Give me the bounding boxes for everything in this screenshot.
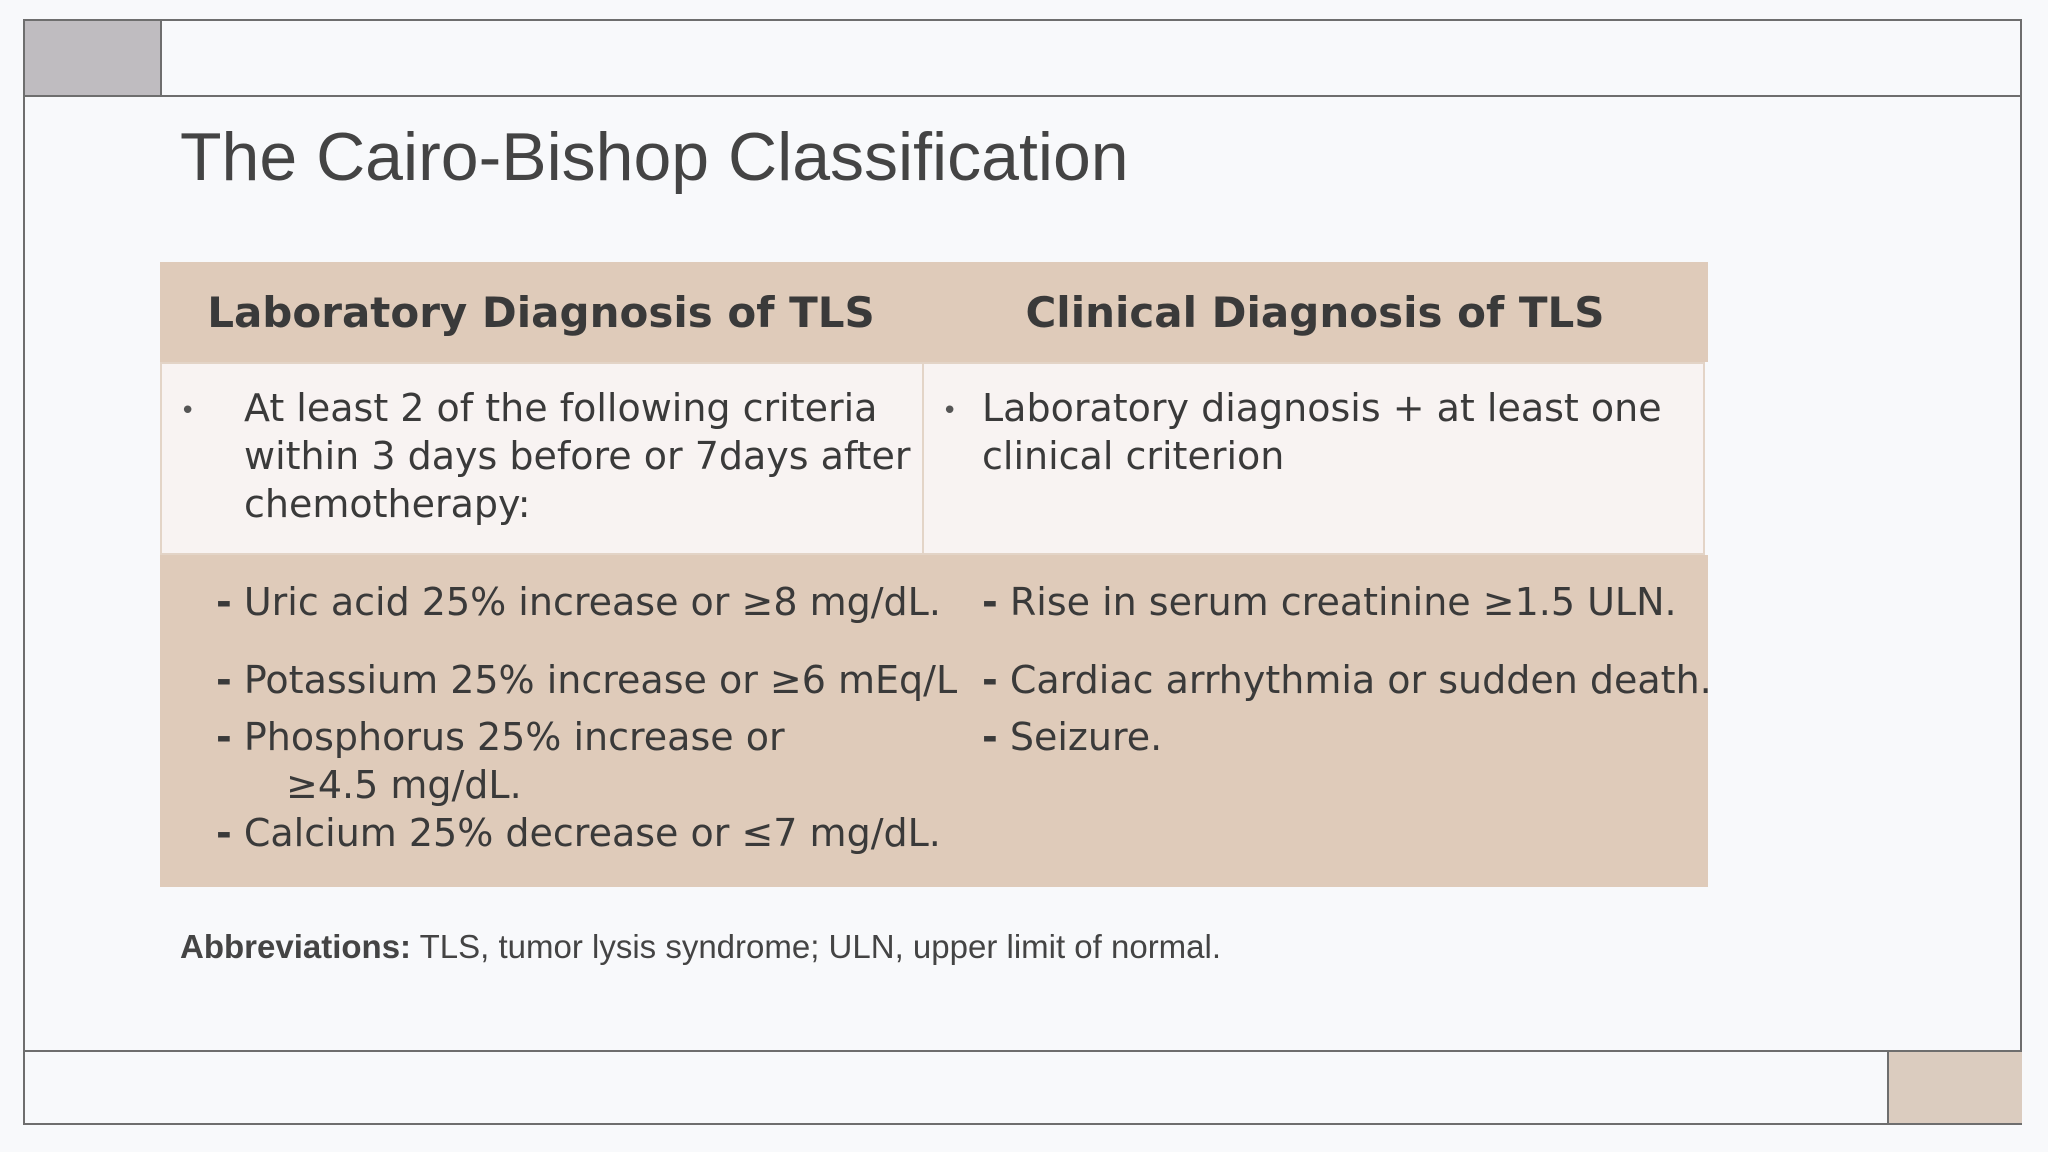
bullet-icon: • [942,396,958,426]
clinical-intro-line: Laboratory diagnosis + at least one [982,386,1662,430]
footer-divider [23,1050,2022,1052]
table-intro-row [160,362,1705,555]
abbreviations-note [180,928,1221,966]
slide-title: The Cairo-Bishop Classification [180,119,1129,195]
laboratory-criterion: - Uric acid 25% increase or ≥8 mg/dL. [216,580,941,624]
clinical-criterion: - Seizure. [982,715,1163,759]
laboratory-criterion: - Phosphorus 25% increase or [216,715,785,759]
table-header-row [160,262,1708,362]
laboratory-intro-cell [160,362,924,555]
clinical-intro-line: clinical criterion [982,434,1285,478]
header-band [23,19,2022,97]
clinical-criterion: - Cardiac arrhythmia or sudden death. [982,658,1712,702]
bullet-icon: • [180,396,196,426]
laboratory-intro-text [244,384,911,528]
clinical-intro-text [982,384,1662,480]
corner-accent-bottom-right [1887,1052,2022,1123]
criteria-block [160,555,1712,887]
corner-accent-top-left [25,21,162,95]
abbreviations-label: Abbreviations: [180,928,412,965]
laboratory-criterion: - Potassium 25% increase or ≥6 mEq/L [216,658,958,702]
clinical-criterion: - Rise in serum creatinine ≥1.5 ULN. [982,580,1677,624]
laboratory-intro-line: At least 2 of the following criteria [244,386,878,430]
clinical-intro-cell [922,362,1705,555]
laboratory-criterion: - Calcium 25% decrease or ≤7 mg/dL. [216,811,941,855]
abbreviations-text: TLS, tumor lysis syndrome; ULN, upper limit of normal. [411,928,1222,965]
laboratory-intro-line: chemotherapy: [244,482,531,526]
header-clinical: Clinical Diagnosis of TLS [1025,287,1605,337]
laboratory-intro-line: within 3 days before or 7days after [244,434,911,478]
laboratory-criterion-continuation: ≥4.5 mg/dL. [286,763,522,807]
header-laboratory: Laboratory Diagnosis of TLS [207,287,875,337]
